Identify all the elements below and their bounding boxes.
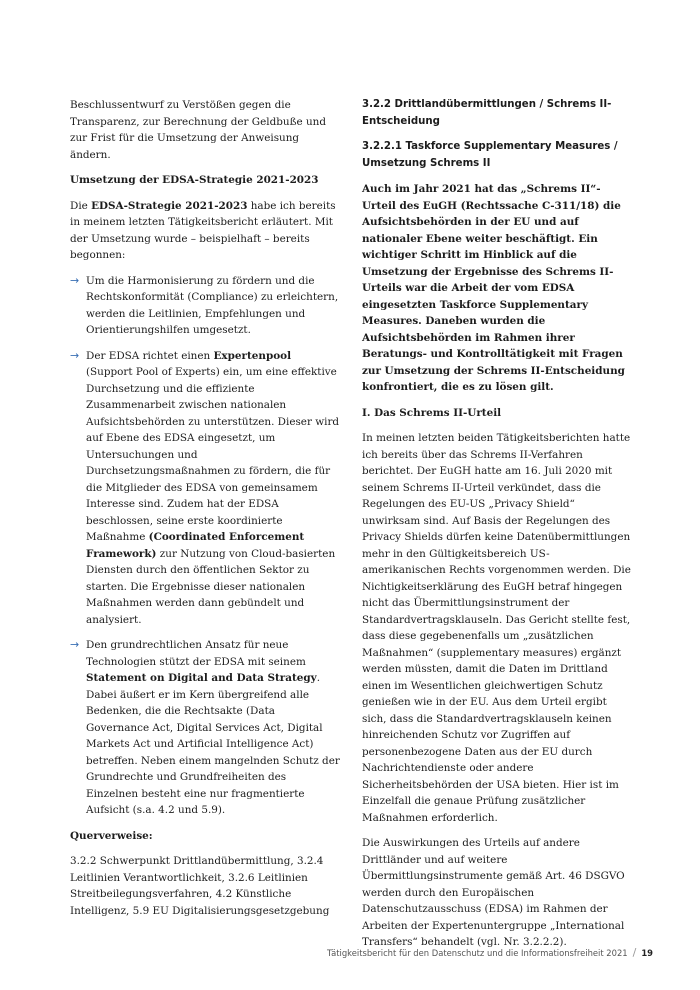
footer-title: Tätigkeitsbericht für den Datenschutz und die Informationsfreiheit 2021 (326, 948, 628, 958)
lead-paragraph: Auch im Jahr 2021 hat das „Schrems II“-Urteil des EuGH (Rechtssache C-311/18) die Aufsichtsbehörden in der EU und auf nationaler Ebene weiter beschäftigt. Ein wichtiger Schritt im Hinblick auf die Umsetzung der Ergebnisse des Schrems II-Urteils war die Arbeit der vom EDSA eingesetzten Taskforce Supplementary Measures. Daneben wurden die Aufsichtsbehörden im Rahmen ihrer Beratungs- und Kontrolltätigkeit mit Fragen zur Umsetzung der Schrems II-Entscheidung konfrontiert, die es zu lösen gilt. (362, 183, 625, 393)
page-footer (327, 946, 653, 959)
impact-paragraph: Die Auswirkungen des Urteils auf andere Drittländer und auf weitere Übermittlungsinstrumente gemäß Art. 46 DSGVO werden durch den Europäischen Datenschutzausschuss (EDSA) im Rahmen der Arbeiten der Expertenuntergruppe „International Transfers“ behandelt (vgl. Nr. 3.2.2.2). (362, 837, 625, 948)
arrow-right-icon: → (70, 273, 80, 287)
list-item: → Der EDSA richtet einen Expertenpool (Support Pool of Experts) ein, um eine effektive Durchsetzung und die effiziente Zusammenarbeit zwischen nationalen Aufsichtsbehörden zu unterstützen. Dieser wird auf Ebene des EDSA eingesetzt, um Untersuchungen und Durchsetzungsmaßnahmen zu fördern, die für die Mitglieder des EDSA von gemeinsamem Interesse sind. Zudem hat der EDSA beschlossen, seine erste koordinierte Maßnahme (Coordinated Enforcement Framework) zur Nutzung von Cloud-basierten Diensten durch den öffentlichen Sektor zu starten. Die Ergebnisse dieser nationalen Maßnahmen werden dann gebündelt und analysiert. (70, 348, 340, 626)
footer-separator: / (632, 946, 637, 959)
intro-paragraph: Beschlussentwurf zu Verstößen gegen die Transparenz, zur Berechnung der Geldbuße und zur Frist für die Umsetzung der Anweisung ändern. (70, 99, 326, 161)
chapter-heading: 3.2.2 Drittlandübermittlungen / Schrems II-Entscheidung (362, 99, 612, 127)
strategy-paragraph: Die EDSA-Strategie 2021-2023 habe ich bereits in meinem letzten Tätigkeitsbericht erläutert. Mit der Umsetzung wurde – beispielhaft – bereits begonnen: (70, 199, 336, 261)
arrow-right-icon: → (70, 638, 80, 651)
right-column (362, 97, 632, 960)
cross-references-heading: Querverweise: (70, 829, 153, 842)
judgment-heading: I. Das Schrems II-Urteil (362, 406, 502, 419)
subchapter-heading: 3.2.2.1 Taskforce Supplementary Measures / Umsetzung Schrems II (362, 141, 618, 169)
section-heading: Umsetzung der EDSA-Strategie 2021-2023 (70, 174, 319, 186)
measures-list (70, 273, 340, 819)
left-column (70, 97, 340, 928)
judgment-paragraph: In meinen letzten beiden Tätigkeitsberichten hatte ich bereits über das Schrems II-Verfahren berichtet. Der EuGH hatte am 16. Juli 2020 mit seinem Schrems II-Urteil verkündet, dass die Regelungen des EU-US „Privacy Shield“ unwirksam sind. Auf Basis der Regelungen des Privacy Shields dürfen keine Datenübermittlungen mehr in den Gültigkeitsbereich US-amerikanischen Rechts vorgenommen werden. Die Nichtigkeitserklärung des EuGH betraf hingegen nicht das Übermittlungsinstrument der Standardvertragsklauseln. Das Gericht stellte fest, dass diese gegebenenfalls um „zusätzlichen Maßnahmen“ (supplementary measures) ergänzt werden müssten, damit die Daten im Drittland einen im Wesentlichen gleichwertigen Schutz genießen wie in der EU. Aus dem Urteil ergibt sich, dass die Standardvertragsklauseln keinen hinreichenden Schutz vor Zugriffen auf personenbezogene Daten aus der EU durch Nachrichtendienste oder andere Sicherheitsbehörden der USA bieten. Hier ist im Einzelfall die genaue Prüfung zusätzlicher Maßnahmen erforderlich. (362, 432, 631, 824)
cross-references-text: 3.2.2 Schwerpunkt Drittlandübermittlung, 3.2.4 Leitlinien Verantwortlichkeit, 3.2.6 Leitlinien Streitbeilegungsverfahren, 4.2 Künstliche Intelligenz, 5.9 EU Digitalisierungsgesetzgebung (70, 855, 330, 917)
page-number: 19 (641, 948, 653, 958)
list-item: → Um die Harmonisierung zu fördern und die Rechtskonformität (Compliance) zu erleichtern, werden die Leitlinien, Empfehlungen und Orientierungshilfen umgesetzt. (70, 273, 339, 336)
list-item: → Den grundrechtlichen Ansatz für neue Technologien stützt der EDSA mit seinem Statement on Digital and Data Strategy. Dabei äußert er im Kern übergreifend alle Bedenken, die die Rechtsakte (Data Governance Act, Digital Services Act, Digital Markets Act und Artificial Intelligence Act) betreffen. Neben einem mangelnden Schutz der Grundrechte und Grundfreiheiten des Einzelnen besteht eine nur fragmentierte Aufsicht (s.a. 4.2 und 5.9). (70, 638, 340, 816)
arrow-right-icon: → (70, 348, 80, 362)
